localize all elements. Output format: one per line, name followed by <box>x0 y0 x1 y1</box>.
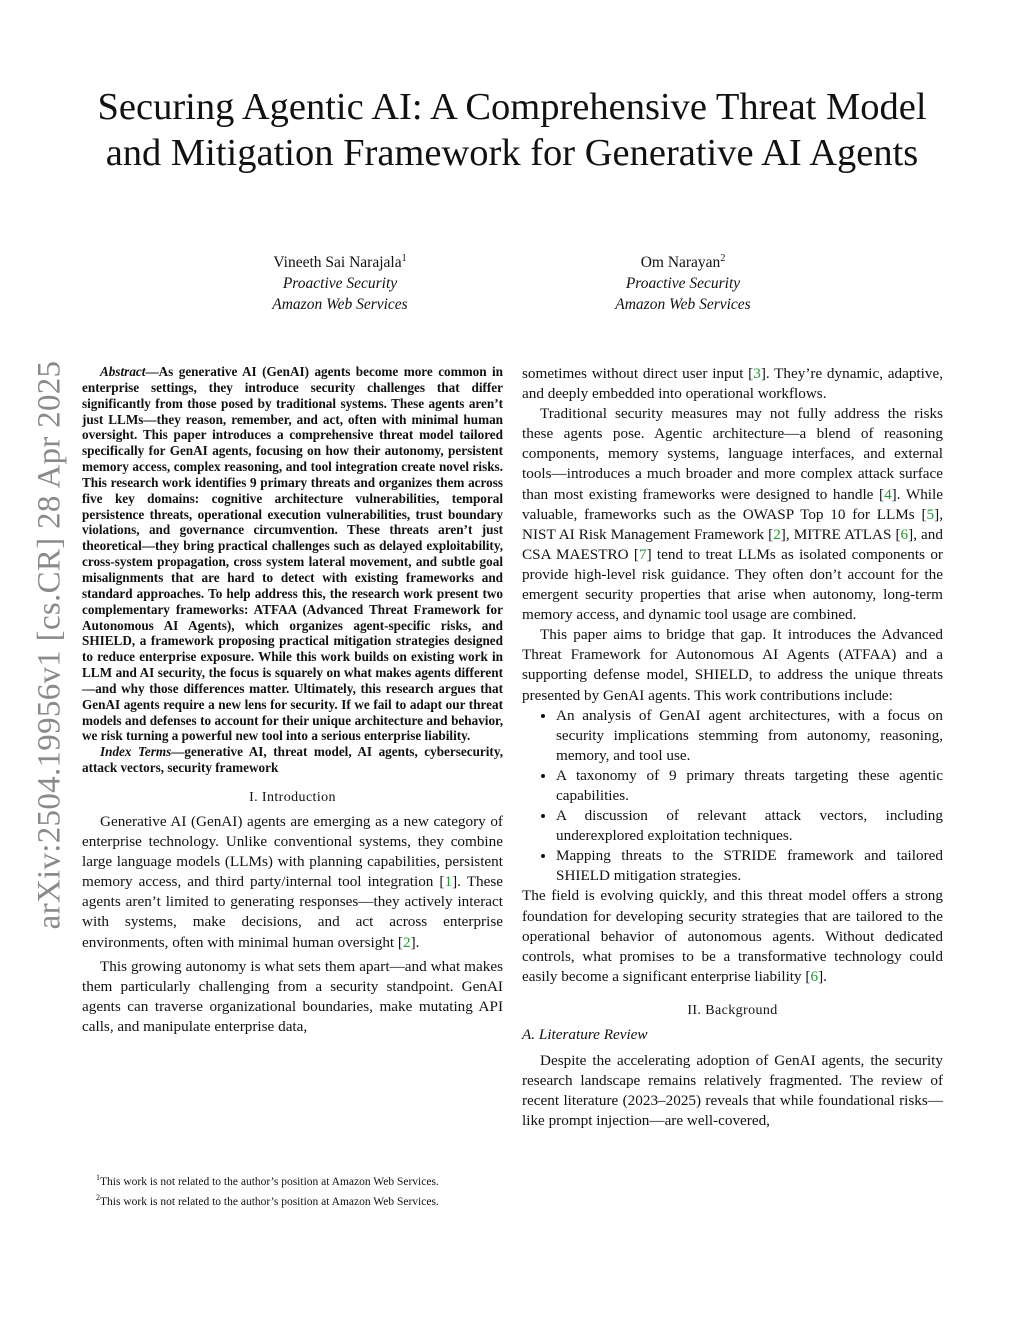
background-paragraph-1: Despite the accelerating adoption of GenAI agents, the security research landscape remains relatively fragmented. The review of recent literature (2023–2025) reveals that while foundational risks—like prompt injection—are well-covered, <box>522 1051 943 1130</box>
abstract: Abstract—As generative AI (GenAI) agents become more common in enterprise settings, they introduce security challenges that differ significantly from those posed by traditional systems. These agents aren’t just LLMs—they reason, remember, and act, often with minimal human oversight. This paper introduces a comprehensive threat model tailored specifically for GenAI agents, focusing on how their autonomy, persistent memory access, complex reasoning, and tool integration create novel risks. This research work identifies 9 primary threats and organizes them across five key domains: cognitive architecture vulnerabilities, temporal persistence threats, operational execution vulnerabilities, trust boundary violations, and governance circumvention. These threats aren’t just theoretical—they bring practical challenges such as delayed exploitability, cross-system propagation, cross system lateral movement, and subtle goal misalignments that are hard to detect with existing frameworks and standard approaches. To help address this, the research work present two complementary frameworks: ATFAA (Advanced Threat Framework for Autonomous AI Agents), which organizes agent-specific risks, and SHIELD, a framework proposing practical mitigation strategies designed to reduce enterprise exposure. While this work builds on existing work in LLM and AI security, the focus is squarely on what makes agents different—and why those differences matter. Ultimately, this research argues that GenAI agents require a new lens for security. If we fail to adapt our threat models and defenses to account for their unique architecture and behavior, we risk turning a powerful new tool into a serious enterprise liability. <box>82 364 503 744</box>
contributions-list <box>522 706 943 887</box>
citation-link[interactable]: 4 <box>884 485 892 503</box>
right-column <box>522 364 943 1131</box>
section-heading-introduction: I. Introduction <box>249 789 336 805</box>
author-block-2 <box>523 248 843 315</box>
citation-link[interactable]: 7 <box>638 545 647 563</box>
citation-link[interactable]: 6 <box>900 525 909 543</box>
intro-paragraph-2: This growing autonomy is what sets them apart—and what makes them particularly challenging from a security standpoint. GenAI agents can traverse organizational boundaries, make mutating API calls, and manipulate enterprise data, <box>82 957 503 1035</box>
list-item: • An analysis of GenAI agent architectures, with a focus on security implications stemming from autonomy, reasoning, memory, and tool use. <box>556 706 943 766</box>
index-terms: Index Terms—generative AI, threat model, AI agents, cybersecurity, attack vectors, security framework <box>82 744 503 776</box>
paper-title: Securing Agentic AI: A Comprehensive Threat Model and Mitigation Framework for Generative AI Agents <box>97 86 927 174</box>
list-item: • A taxonomy of 9 primary threats targeting these agentic capabilities. <box>556 766 943 806</box>
intro-paragraph-4: This paper aims to bridge that gap. It introduces the Advanced Threat Framework for Autonomous AI Agents (ATFAA) and a supporting defense model, SHIELD, to address the unique threats presented by GenAI agents. This work contributions include: <box>522 626 943 704</box>
author-name: Vineeth Sai Narajala$^1$ <box>273 253 407 272</box>
footnotes <box>82 1170 503 1210</box>
author-organization: Amazon Web Services <box>615 296 751 314</box>
footnote: $^2$This work is not related to the author’s position at Amazon Web Services. <box>96 1192 439 1208</box>
citation-link[interactable]: 1 <box>444 873 453 891</box>
arxiv-identifier-stamp <box>30 350 70 940</box>
intro-paragraph-3: Traditional security measures may not fully address the risks these agents pose. Agentic architecture—a blend of reasoning components, memory systems, language interfaces, and external tools—introduces a much broader and more complex attack surface than most existing frameworks were designed to handle [4]. While valuable, frameworks such as the OWASP Top 10 for LLMs [5], NIST AI Risk Management Framework [2], MITRE ATLAS [6], and CSA MAESTRO [7] tend to treat LLMs as isolated components or provide high-level risk guidance. They often don’t account for the emergent security properties that arise when autonomy, long-term memory access, and dynamic tool usage are combined. <box>522 405 943 624</box>
left-column <box>82 364 503 1037</box>
citation-link[interactable]: 2 <box>773 525 781 543</box>
section-heading-background: II. Background <box>687 1002 778 1018</box>
citation-link[interactable]: 2 <box>403 933 411 951</box>
citation-link[interactable]: 5 <box>926 505 935 523</box>
list-item: • Mapping threats to the STRIDE framework and tailored SHIELD mitigation strategies. <box>556 846 943 886</box>
arxiv-id-text: arXiv:2504.19956v1 [cs.CR] 28 Apr 2025 <box>31 360 68 930</box>
author-department: Proactive Security <box>625 275 741 293</box>
subsection-heading-literature-review: A. Literature Review <box>522 1025 648 1043</box>
author-block-1 <box>180 248 500 315</box>
citation-link[interactable]: 3 <box>753 365 761 382</box>
intro-paragraph-1: Generative AI (GenAI) agents are emerging as a new category of enterprise technology. Unlike conventional systems, they combine large language models (LLMs) with planning capabilities, persistent memory access, and third party/internal tool integration [1]. These agents aren’t limited to generating responses—they actively interact with systems, make decisions, and act across enterprise environments, often with minimal human oversight [2]. <box>82 812 503 951</box>
citation-link[interactable]: 6 <box>810 967 819 985</box>
list-item: • A discussion of relevant attack vectors, including underexplored exploitation techniques. <box>556 806 943 846</box>
author-organization: Amazon Web Services <box>272 296 408 314</box>
intro-paragraph-2-continued: sometimes without direct user input [3]. They’re dynamic, adaptive, and deeply embedded into operational workflows. <box>522 365 943 403</box>
author-name: Om Narayan$^2$ <box>640 253 726 272</box>
intro-paragraph-5: The field is evolving quickly, and this threat model offers a strong foundation for developing security strategies that are tailored to the operational behavior of autonomous agents. Without dedicated controls, what promises to be a transformative technology could easily become a significant enterprise liability [6]. <box>522 887 943 985</box>
author-department: Proactive Security <box>282 275 398 293</box>
footnote: $^1$This work is not related to the author’s position at Amazon Web Services. <box>96 1173 439 1188</box>
